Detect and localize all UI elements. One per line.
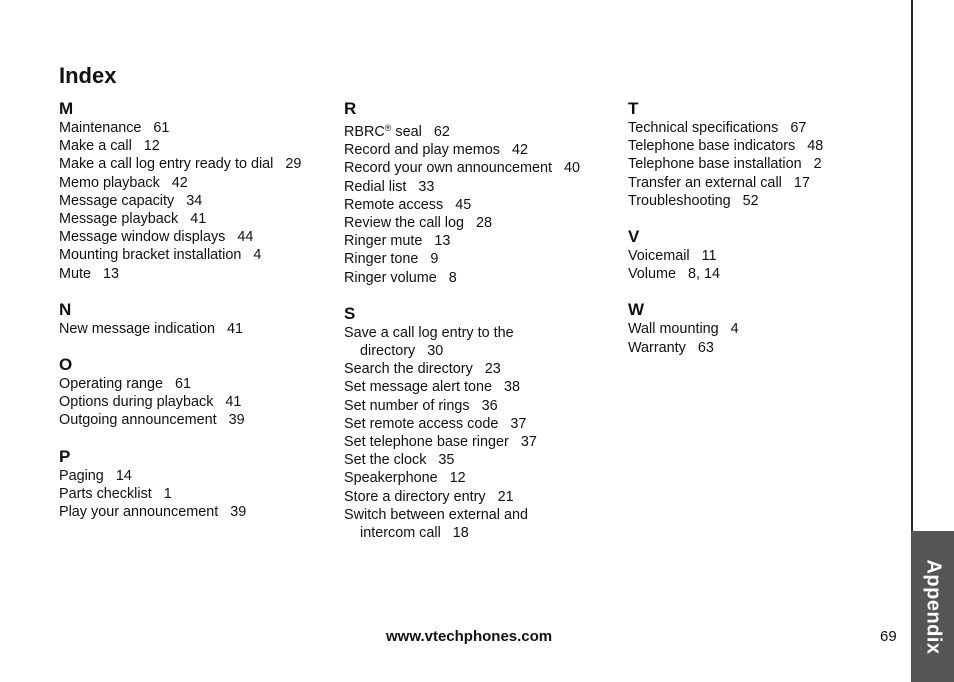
entry-text: Make a call — [59, 138, 132, 155]
index-entry — [344, 324, 614, 342]
entry-page-number: 45 — [455, 196, 472, 213]
index-entry — [59, 265, 329, 283]
index-entry — [59, 210, 329, 228]
index-section-v — [628, 227, 898, 283]
index-section-w — [628, 300, 898, 356]
index-entry — [344, 269, 614, 287]
entry-page-number: 42 — [511, 142, 528, 159]
index-entry — [344, 451, 614, 469]
entry-page-number: 29 — [285, 156, 302, 173]
section-letter: T — [628, 99, 639, 118]
entry-text: Parts checklist — [59, 485, 152, 502]
entry-text: Maintenance — [59, 120, 142, 136]
entry-text: Store a directory entry — [344, 488, 486, 505]
entry-page-number: 41 — [190, 211, 207, 228]
entry-text: Play your announcement — [59, 504, 219, 521]
entry-page-number: 12 — [143, 138, 160, 155]
index-entry — [59, 246, 329, 264]
entry-page-number: 42 — [171, 174, 188, 191]
entry-text: Troubleshooting — [628, 192, 731, 209]
entry-page-number: 21 — [497, 488, 514, 505]
registered-mark: ® — [384, 123, 392, 133]
appendix-tab-label: Appendix — [922, 558, 944, 655]
index-entry — [344, 506, 614, 524]
entry-text: Search the directory — [344, 361, 473, 378]
entry-text: Warranty — [628, 339, 686, 356]
index-entry — [59, 503, 329, 521]
entry-page-number: 61 — [153, 120, 170, 136]
entry-text: Mounting bracket installation — [59, 247, 242, 264]
section-letter: V — [628, 227, 640, 247]
entry-text: Set number of rings — [344, 397, 470, 414]
index-entry — [59, 485, 329, 503]
index-entry — [344, 524, 614, 542]
index-entry — [344, 141, 614, 159]
entry-text: Mute — [59, 265, 91, 282]
index-entry — [344, 415, 614, 433]
entry-text: New message indication — [59, 320, 215, 337]
index-entry — [628, 247, 898, 265]
index-entry — [628, 192, 898, 210]
entry-page-number: 40 — [564, 160, 581, 177]
entry-text: Operating range — [59, 376, 164, 393]
entry-page-number: 1 — [163, 485, 172, 502]
entry-page-number: 52 — [742, 192, 759, 209]
index-entry — [59, 137, 329, 155]
entry-text: Make a call log entry ready to dial — [59, 156, 274, 173]
index-entry — [59, 320, 329, 338]
entry-text: Ringer tone — [344, 251, 419, 268]
section-letter: R — [344, 99, 357, 118]
entry-page-number: 37 — [510, 415, 527, 432]
entry-text: Record your own announcement — [344, 160, 552, 177]
entry-text: Telephone base indicators — [628, 138, 796, 155]
entry-page-number: 13 — [103, 265, 120, 282]
entry-page-number: 48 — [807, 138, 824, 155]
entry-text: Set remote access code — [344, 415, 499, 432]
index-entry — [628, 155, 898, 173]
entry-text: Voicemail — [628, 248, 690, 265]
index-entry — [628, 174, 898, 192]
section-letter: P — [59, 446, 71, 466]
entry-text: Transfer an external call — [628, 174, 782, 191]
entry-text: Options during playback — [59, 394, 214, 411]
footer-website: www.vtechphones.com — [386, 628, 553, 645]
entry-page-number: 17 — [793, 174, 810, 191]
index-entry — [628, 137, 898, 155]
entry-text: Switch between external and — [344, 506, 528, 523]
index-entry — [59, 119, 329, 137]
section-letter: W — [628, 300, 645, 320]
entry-text: Outgoing announcement — [59, 412, 217, 429]
index-column-1 — [59, 99, 329, 538]
entry-page-number: 4 — [253, 247, 262, 264]
section-letter: S — [344, 303, 356, 323]
entry-page-number: 61 — [175, 376, 192, 393]
index-entry — [628, 320, 898, 338]
entry-text: Volume — [628, 266, 676, 283]
entry-page-number: 67 — [790, 120, 807, 136]
entry-page-number: 4 — [730, 321, 739, 338]
entry-text: Memo playback — [59, 174, 160, 191]
index-entry — [59, 174, 329, 192]
entry-text: Wall mounting — [628, 321, 719, 338]
entry-page-number: 34 — [186, 192, 203, 209]
index-entry — [59, 393, 329, 411]
entry-page-number: 39 — [228, 412, 245, 429]
index-entry — [628, 265, 898, 283]
entry-text: Set telephone base ringer — [344, 434, 509, 451]
page-title: Index — [59, 63, 117, 88]
index-entry — [344, 378, 614, 396]
index-column-2 — [344, 99, 614, 559]
index-entry — [344, 488, 614, 506]
entry-text: Ringer mute — [344, 233, 423, 250]
index-section-n — [59, 300, 329, 338]
entry-text: Message playback — [59, 211, 179, 228]
entry-text: directory — [360, 343, 416, 360]
page-number: 69 — [880, 628, 897, 645]
index-entry — [344, 469, 614, 487]
entry-text: Set the clock — [344, 452, 427, 469]
index-column-3 — [628, 99, 898, 374]
entry-page-number: 41 — [226, 320, 243, 337]
section-letter: N — [59, 299, 72, 319]
entry-text: Ringer volume — [344, 269, 437, 286]
entry-text: Remote access — [344, 196, 444, 213]
entry-page-number: 36 — [481, 397, 498, 414]
index-entry — [344, 250, 614, 268]
entry-page-number: 28 — [475, 215, 492, 232]
entry-page-number: 44 — [237, 229, 254, 246]
index-entry — [344, 397, 614, 415]
index-entry — [344, 119, 614, 141]
entry-page-number: 35 — [438, 452, 455, 469]
entry-page-number: 8, 14 — [688, 266, 721, 283]
entry-page-number: 33 — [418, 178, 435, 195]
entry-text: RBRC — [344, 124, 385, 140]
entry-page-number: 18 — [452, 525, 469, 542]
entry-text: Review the call log — [344, 215, 464, 232]
entry-text: intercom call — [360, 525, 441, 542]
index-entry — [59, 411, 329, 429]
index-entry — [344, 159, 614, 177]
index-entry — [344, 433, 614, 451]
index-section-r — [344, 99, 614, 287]
index-section-o — [59, 355, 329, 430]
entry-page-number: 30 — [427, 343, 444, 360]
index-entry — [59, 228, 329, 246]
index-entry — [628, 339, 898, 357]
index-section-p — [59, 447, 329, 522]
index-entry — [59, 155, 329, 173]
entry-page-number: 8 — [448, 269, 457, 286]
index-section-s — [344, 304, 614, 542]
entry-text: Redial list — [344, 178, 407, 195]
entry-text: Set message alert tone — [344, 379, 492, 396]
entry-page-number: 14 — [115, 467, 132, 484]
entry-page-number: 41 — [225, 394, 242, 411]
index-entry — [59, 467, 329, 485]
entry-page-number: 39 — [230, 504, 247, 521]
entry-page-number: 2 — [813, 156, 822, 173]
section-letter: M — [59, 99, 74, 118]
entry-page-number: 11 — [701, 248, 717, 265]
index-entry — [59, 192, 329, 210]
entry-page-number: 9 — [430, 251, 439, 268]
index-entry — [59, 375, 329, 393]
index-section-t — [628, 99, 898, 210]
entry-text: Record and play memos — [344, 142, 500, 159]
index-entry — [344, 232, 614, 250]
entry-page-number: 12 — [449, 470, 466, 487]
entry-page-number: 13 — [434, 233, 451, 250]
entry-text: Paging — [59, 467, 104, 484]
entry-page-number: 37 — [520, 434, 537, 451]
entry-text-suffix: seal — [391, 124, 422, 140]
entry-page-number: 63 — [697, 339, 714, 356]
index-entry — [344, 178, 614, 196]
entry-text: Message capacity — [59, 192, 175, 209]
index-entry — [344, 360, 614, 378]
entry-text: Speakerphone — [344, 470, 438, 487]
section-letter: O — [59, 355, 73, 375]
entry-text: Telephone base installation — [628, 156, 802, 173]
entry-page-number: 23 — [484, 361, 501, 378]
index-entry — [344, 196, 614, 214]
entry-text: Message window displays — [59, 229, 226, 246]
index-entry — [344, 214, 614, 232]
appendix-tab[interactable] — [911, 531, 954, 682]
entry-page-number: 38 — [504, 379, 521, 396]
entry-text: Save a call log entry to the — [344, 324, 514, 341]
index-section-m — [59, 99, 329, 283]
entry-page-number: 62 — [433, 124, 450, 140]
entry-text: Technical specifications — [628, 120, 779, 136]
index-entry — [344, 342, 614, 360]
index-entry — [628, 119, 898, 137]
